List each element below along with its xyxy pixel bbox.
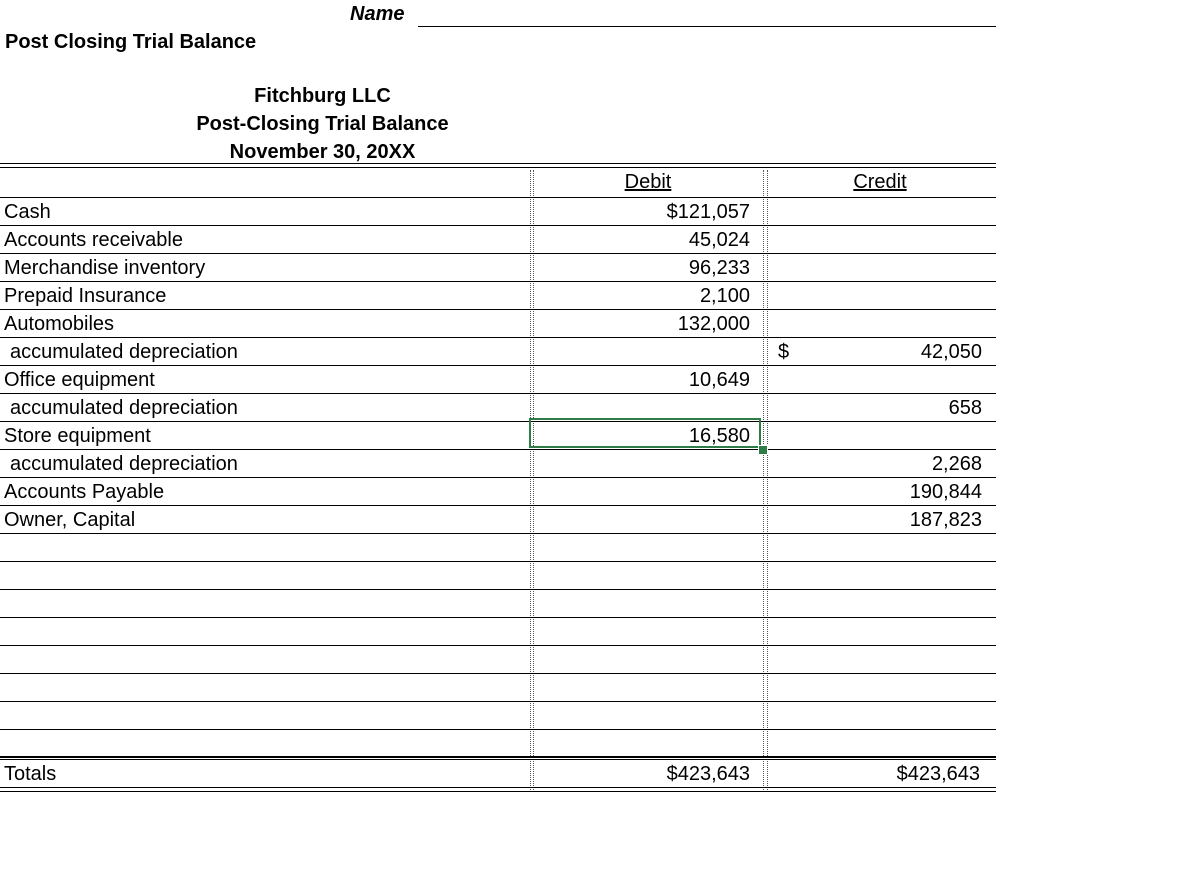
credit-cell[interactable]: 190,844 bbox=[909, 481, 982, 503]
account-label: Cash bbox=[4, 201, 51, 223]
debit-cell[interactable]: 10,649 bbox=[688, 369, 750, 391]
debit-column-header: Debit bbox=[624, 171, 672, 193]
debit-cell[interactable]: 132,000 bbox=[677, 313, 750, 335]
row-line bbox=[0, 561, 996, 562]
row-line bbox=[0, 197, 996, 198]
credit-cell[interactable]: 187,823 bbox=[909, 509, 982, 531]
credit-cell[interactable]: 42,050 bbox=[920, 341, 982, 363]
header-rule-bottom bbox=[0, 167, 996, 168]
account-label: Automobiles bbox=[4, 313, 115, 335]
row-line bbox=[0, 337, 996, 338]
selected-cell-outline[interactable] bbox=[529, 418, 761, 448]
account-label: Accounts receivable bbox=[4, 229, 183, 251]
account-label: Accounts Payable bbox=[4, 481, 165, 503]
row-line bbox=[0, 589, 996, 590]
totals-rule-top bbox=[0, 756, 996, 758]
name-field-line[interactable] bbox=[418, 26, 996, 27]
row-line bbox=[0, 533, 996, 534]
row-line bbox=[0, 505, 996, 506]
row-line bbox=[0, 421, 996, 422]
name-label: Name bbox=[350, 3, 405, 25]
statement-title: Post-Closing Trial Balance bbox=[196, 113, 449, 135]
debit-cell[interactable]: 45,024 bbox=[688, 229, 750, 251]
row-line bbox=[0, 253, 996, 254]
debit-credit-divider bbox=[763, 170, 764, 790]
credit-column-header: Credit bbox=[853, 171, 907, 193]
account-label: Office equipment bbox=[4, 369, 155, 391]
row-line bbox=[0, 281, 996, 282]
row-line bbox=[0, 365, 996, 366]
account-label: accumulated depreciation bbox=[10, 341, 238, 363]
row-line bbox=[0, 701, 996, 702]
row-line bbox=[0, 729, 996, 730]
fill-handle[interactable] bbox=[758, 445, 768, 455]
debit-column-left-border bbox=[530, 170, 531, 790]
row-line bbox=[0, 449, 996, 450]
row-line bbox=[0, 309, 996, 310]
account-label: Merchandise inventory bbox=[4, 257, 206, 279]
statement-date: November 30, 20XX bbox=[229, 141, 416, 163]
company-name: Fitchburg LLC bbox=[254, 85, 391, 107]
totals-double-rule-bottom bbox=[0, 791, 996, 792]
debit-cell[interactable]: 96,233 bbox=[688, 257, 750, 279]
account-label: Store equipment bbox=[4, 425, 151, 447]
credit-dollar-sign: $ bbox=[778, 341, 790, 363]
credit-cell[interactable]: 2,268 bbox=[931, 453, 982, 475]
row-line bbox=[0, 673, 996, 674]
debit-cell[interactable]: 16,580 bbox=[688, 425, 750, 447]
account-label: Owner, Capital bbox=[4, 509, 136, 531]
account-label: Prepaid Insurance bbox=[4, 285, 167, 307]
debit-credit-divider-inner bbox=[767, 170, 768, 790]
row-line bbox=[0, 393, 996, 394]
total-debit-cell[interactable]: $423,643 bbox=[666, 763, 750, 785]
account-label: accumulated depreciation bbox=[10, 453, 238, 475]
credit-cell[interactable]: 658 bbox=[948, 397, 982, 419]
header-rule-top bbox=[0, 163, 996, 164]
row-line bbox=[0, 225, 996, 226]
section-title: Post Closing Trial Balance bbox=[5, 31, 257, 53]
debit-cell[interactable]: 2,100 bbox=[699, 285, 750, 307]
row-line bbox=[0, 617, 996, 618]
row-line bbox=[0, 477, 996, 478]
debit-cell[interactable]: $121,057 bbox=[666, 201, 750, 223]
totals-label: Totals bbox=[4, 763, 57, 785]
account-label: accumulated depreciation bbox=[10, 397, 238, 419]
totals-rule-top-inner bbox=[0, 759, 996, 760]
total-credit-cell[interactable]: $423,643 bbox=[896, 763, 980, 785]
totals-double-rule-top bbox=[0, 787, 996, 788]
row-line bbox=[0, 645, 996, 646]
